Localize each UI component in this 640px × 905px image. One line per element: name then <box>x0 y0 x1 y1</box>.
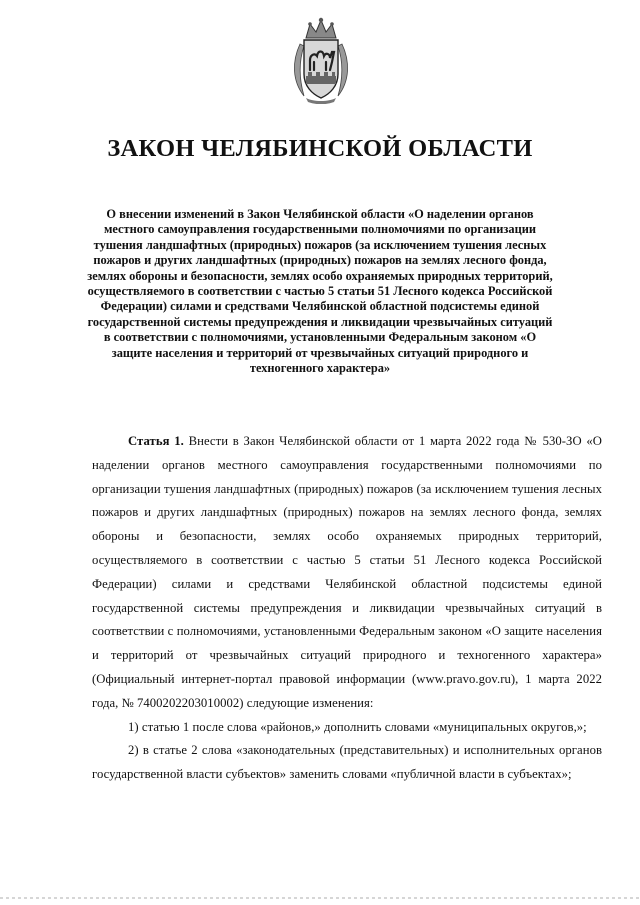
article-1-paragraph <box>92 430 602 716</box>
article-1-text: Внести в Закон Челябинской области от 1 марта 2022 года № 530-ЗО «О наделении органов местного самоуправления государственными полномочиями по организации тушения ландшафтных (природных) пожаров (за исключением тушения лесных пожаров и других ландшафтных (природных) пожаров на землях лесного фонда, землях обороны и безопасности, землях особо охраняемых природных территорий, осуществляемого в соответствии с частью 5 статьи 51 Лесного кодекса Российской Федерации) силами и средствами Челябинской областной подсистемы единой государственной системы предупреждения и ликвидации чрезвычайных ситуаций в соответствии с полномочиями, установленными Федеральным законом «О защите населения и территорий от чрезвычайных ситуаций природного и техногенного характера» (Официальный интернет-портал правовой информации (www.pravo.gov.ru), 1 марта 2022 года, № 7400202203010002) следующие изменения: <box>92 434 602 710</box>
document-title: ЗАКОН ЧЕЛЯБИНСКОЙ ОБЛАСТИ <box>107 135 533 162</box>
list-item: 2) в статье 2 слова «законодательных (представительных) и исполнительных органов государственной власти субъектов» заменить словами «публичной власти в субъектах»; <box>92 743 602 782</box>
document-subtitle: О внесении изменений в Закон Челябинской области «О наделении органов местного самоуправления государственными полномочиями по организации тушения ландшафтных (природных) пожаров (за исключением тушения лесных пожаров и других ландшафтных (природных) пожаров на землях лесного фонда, землях обороны и безопасности, землях особо охраняемых природных территорий, осуществляемого в соответствии с частью 5 статьи 51 Лесного кодекса Российской Федерации) силами и средствами Челябинской областной подсистемы единой государственной системы предупреждения и ликвидации чрезвычайных ситуаций в соответствии с полномочиями, установленными Федеральным законом «О защите населения и территорий от чрезвычайных ситуаций природного и техногенного характера» <box>87 207 553 376</box>
document-body <box>92 430 602 787</box>
article-1-label: Статья 1. <box>128 434 184 448</box>
page-edge-divider <box>0 897 640 899</box>
coat-of-arms-icon <box>290 16 352 104</box>
list-item: 1) статью 1 после слова «районов,» дополнить словами «муниципальных округов,»; <box>128 719 587 734</box>
